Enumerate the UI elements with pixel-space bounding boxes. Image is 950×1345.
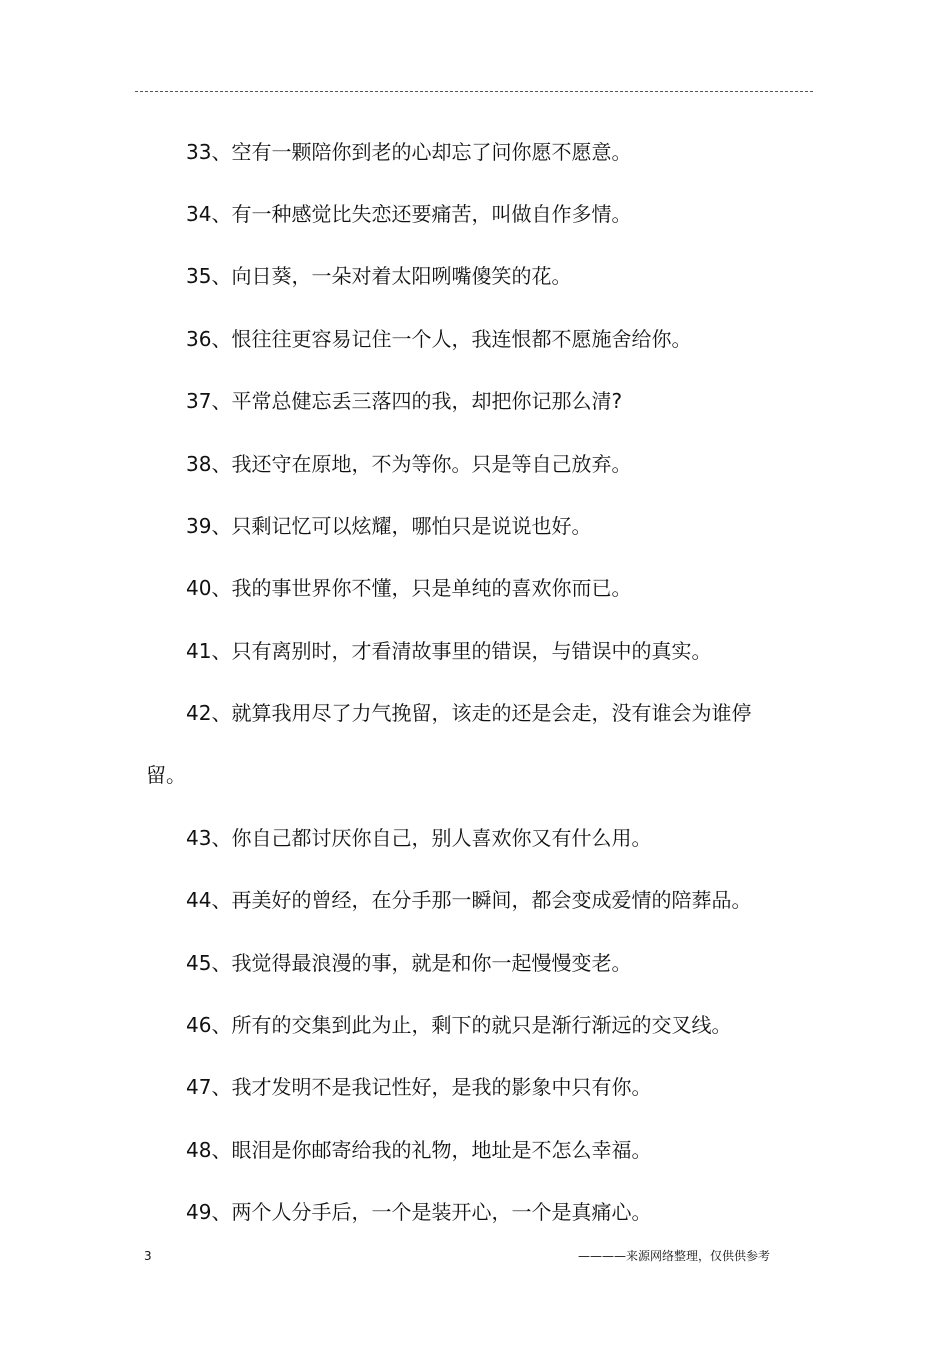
page-number: 3 bbox=[144, 1249, 152, 1263]
quote-line-41: 41、只有离别时，才看清故事里的错误，与错误中的真实。 bbox=[186, 639, 712, 663]
quote-line-33: 33、空有一颗陪你到老的心却忘了问你愿不愿意。 bbox=[186, 140, 632, 164]
header-rule bbox=[135, 91, 813, 92]
quote-line-36: 36、恨往往更容易记住一个人，我连恨都不愿施舍给你。 bbox=[186, 327, 692, 351]
footer-note: ————来源网络整理，仅供供参考 bbox=[578, 1249, 771, 1263]
quote-line-46: 46、所有的交集到此为止，剩下的就只是渐行渐远的交叉线。 bbox=[186, 1013, 732, 1037]
quote-line-48: 48、眼泪是你邮寄给我的礼物，地址是不怎么幸福。 bbox=[186, 1138, 652, 1162]
quote-line-49: 49、两个人分手后，一个是装开心，一个是真痛心。 bbox=[186, 1200, 652, 1224]
quote-line-39: 39、只剩记忆可以炫耀，哪怕只是说说也好。 bbox=[186, 514, 592, 538]
quote-line-38: 38、我还守在原地，不为等你。只是等自己放弃。 bbox=[186, 452, 632, 476]
quote-line-40: 40、我的事世界你不懂，只是单纯的喜欢你而已。 bbox=[186, 576, 632, 600]
quote-line-44: 44、再美好的曾经，在分手那一瞬间，都会变成爱情的陪葬品。 bbox=[186, 888, 752, 912]
quote-line-37: 37、平常总健忘丢三落四的我，却把你记那么清? bbox=[186, 389, 623, 413]
quote-line-42-continued: 留。 bbox=[146, 763, 186, 787]
quote-line-34: 34、有一种感觉比失恋还要痛苦，叫做自作多情。 bbox=[186, 202, 632, 226]
quote-line-42: 42、就算我用尽了力气挽留，该走的还是会走，没有谁会为谁停 bbox=[186, 701, 752, 725]
quote-line-47: 47、我才发明不是我记性好，是我的影象中只有你。 bbox=[186, 1075, 652, 1099]
quote-line-45: 45、我觉得最浪漫的事，就是和你一起慢慢变老。 bbox=[186, 951, 632, 975]
quote-line-43: 43、你自己都讨厌你自己，别人喜欢你又有什么用。 bbox=[186, 826, 652, 850]
quote-line-35: 35、向日葵，一朵对着太阳咧嘴傻笑的花。 bbox=[186, 264, 572, 288]
